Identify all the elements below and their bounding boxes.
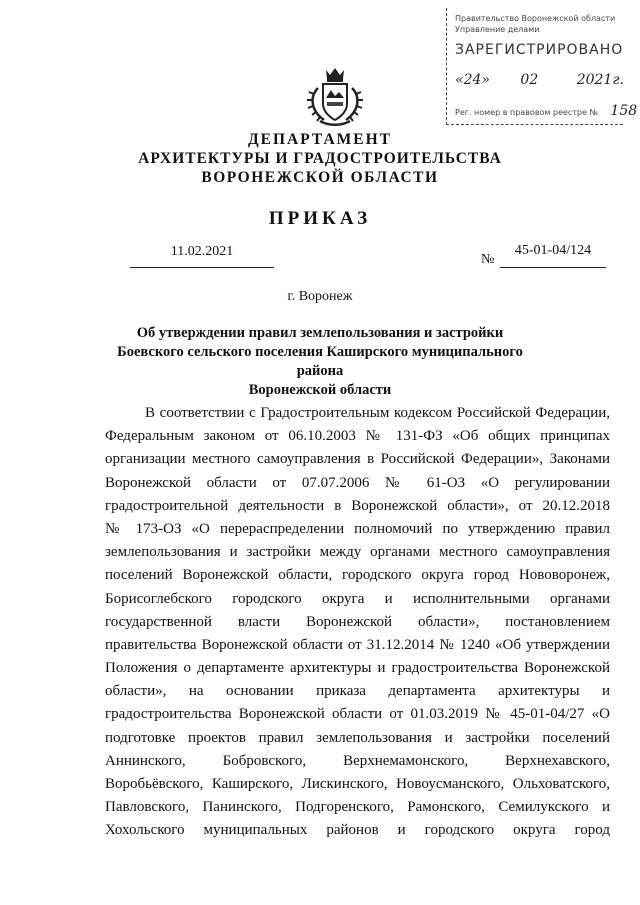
body-line: В соответствии с Градостроительным кодексом Российской Федерации,	[145, 405, 610, 421]
body-line: подготовке проектов правил землепользования и застройки поселений	[105, 729, 610, 746]
order-heading	[110, 324, 530, 400]
stamp-date	[455, 72, 624, 88]
stamp-day: «24»	[455, 72, 490, 88]
stamp-year: 2021г.	[576, 72, 624, 88]
department-name-line-3: ВОРОНЕЖСКОЙ ОБЛАСТИ	[201, 169, 439, 186]
heading-line-1: Об утверждении правил землепользования и застройки	[136, 325, 504, 341]
body-line: градостроительной деятельности в Воронежской области», от 20.12.2018	[105, 497, 610, 514]
order-date: 11.02.2021	[170, 244, 234, 259]
document-type-title: ПРИКАЗ	[268, 208, 372, 229]
body-line: Положения о департаменте архитектуры и градостроительства Воронежской	[105, 660, 610, 677]
body-line: правительства Воронежской области от 31.12.2014 № 1240 «Об утверждении	[105, 636, 610, 653]
stamp-reg-number: 158	[610, 103, 638, 119]
body-line: организации местного самоуправления в Российской Федерации», Законами	[105, 451, 610, 468]
body-line: Хохольского муниципальных районов и городского округа город	[105, 822, 610, 839]
city-name: г. Воронеж	[287, 289, 353, 304]
stamp-reg-prefix: Рег. номер в правовом реестре №	[455, 108, 598, 117]
department-name-line-2: АРХИТЕКТУРЫ И ГРАДОСТРОИТЕЛЬСТВА	[138, 150, 502, 167]
order-body	[105, 402, 610, 843]
order-number: 45-01-04/124	[514, 243, 592, 258]
body-line: Павловского, Панинского, Подгоренского, Рамонского, Семилукского и	[105, 799, 610, 816]
body-line: № 173-ОЗ «О перераспределении полномочий по утверждению правил	[105, 520, 610, 537]
heading-line-2: Боевского сельского поселения Каширского муниципального района	[117, 344, 523, 379]
department-name-line-1: ДЕПАРТАМЕНТ	[247, 131, 393, 148]
number-sign: №	[481, 252, 495, 267]
body-line: поселений Воронежской области, городского округа город Нововоронеж,	[105, 567, 610, 584]
body-line: области», на основании приказа департамента архитектуры и	[105, 683, 610, 700]
stamp-reg-line	[455, 103, 637, 119]
body-line: Воронежской области от 07.07.2006 № 61-ОЗ «О регулировании	[105, 474, 610, 491]
body-line: Аннинского, Бобровского, Верхнемамонского, Верхнехавского,	[105, 752, 610, 769]
stamp-line-2: Управление делами	[455, 25, 540, 34]
body-line: землепользования и застройки между органами местного самоуправления	[105, 544, 610, 561]
body-line: Федеральным законом от 06.10.2003 № 131-ФЗ «Об общих принципах	[105, 428, 610, 445]
heading-line-3: Воронежской области	[248, 382, 392, 398]
registration-stamp	[446, 8, 638, 125]
body-line: Воробьёвского, Каширского, Лискинского, Новоусманского, Ольховатского,	[105, 776, 610, 792]
stamp-month: 02	[520, 72, 539, 88]
number-underline	[500, 267, 606, 268]
stamp-line-1: Правительство Воронежской области	[455, 14, 616, 23]
coat-of-arms-emblem	[306, 66, 364, 128]
date-underline	[130, 267, 274, 268]
body-line: государственной власти Воронежской области», постановлением	[105, 613, 610, 630]
stamp-registered-label: ЗАРЕГИСТРИРОВАНО	[455, 42, 624, 58]
body-line: градостроительства Воронежской области от 01.03.2019 № 45-01-04/27 «О	[105, 706, 610, 723]
body-line: Борисоглебского городского округа и исполнительными органами	[105, 590, 610, 607]
